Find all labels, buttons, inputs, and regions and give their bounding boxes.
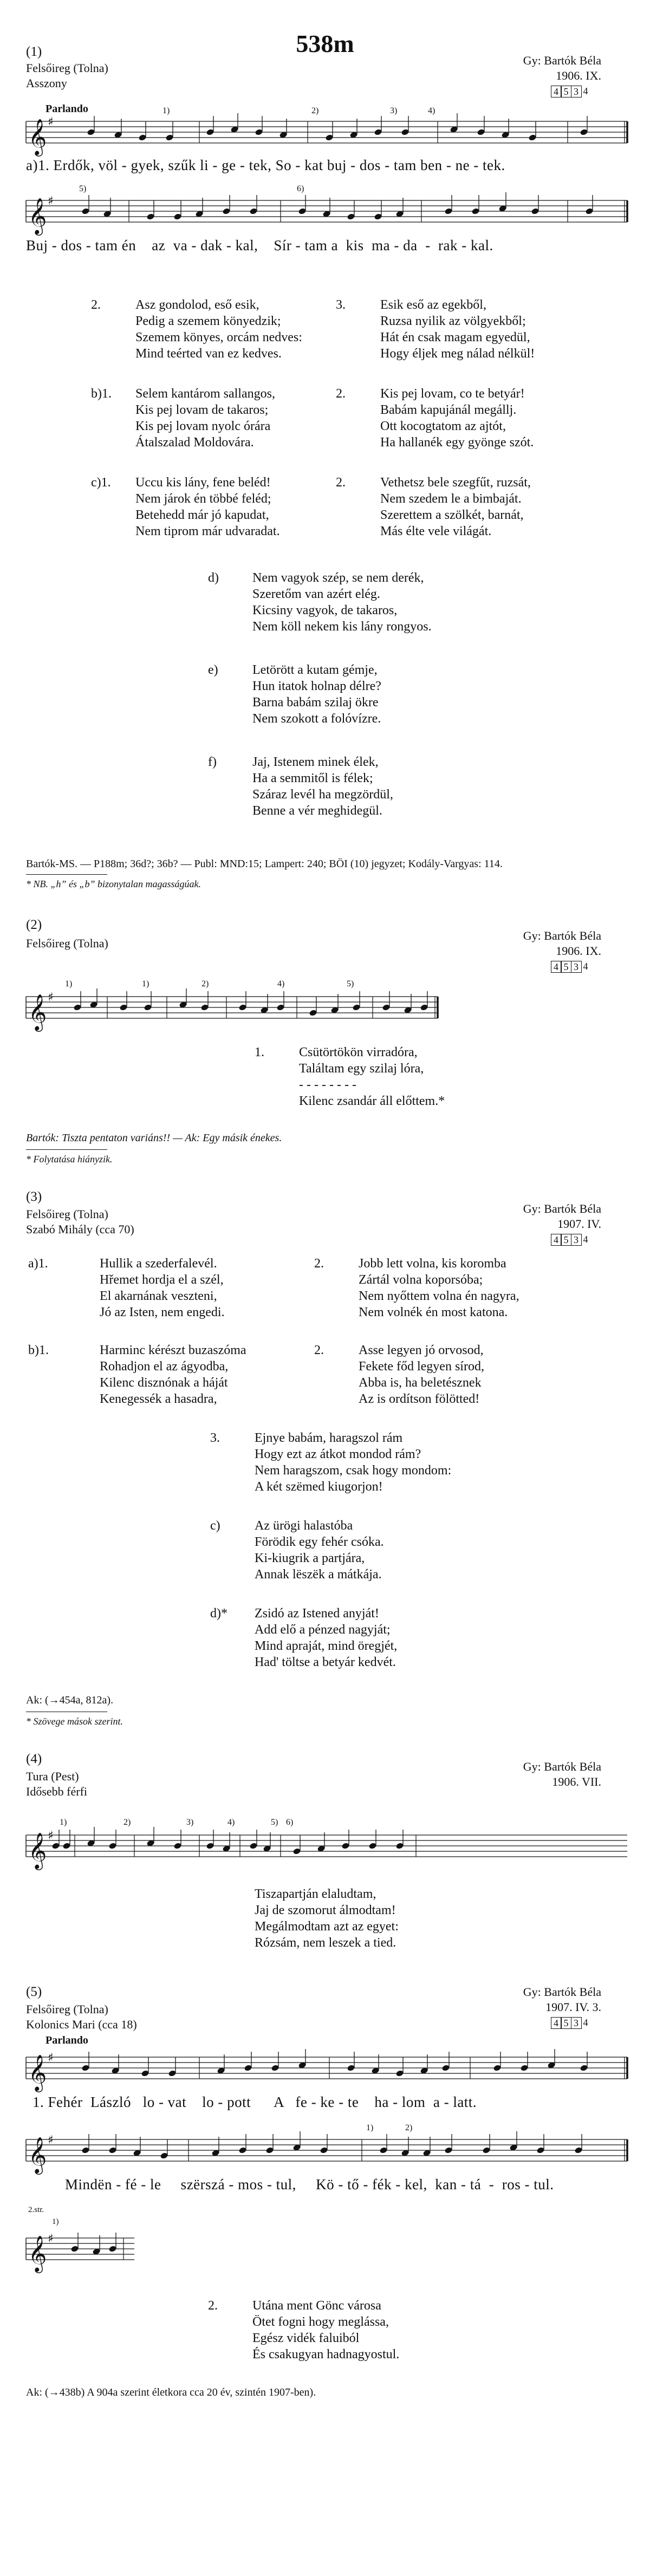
stanza-line: Ötet fogni hogy meglássa, (252, 2315, 389, 2329)
lyrics-line: Buj - dos - tam én az va - dak - kal, Sír - tam a kis ma - da - rak - kal. (26, 237, 493, 253)
stanza-line: Hogy ezt az átkot mondod rám? (255, 1447, 421, 1461)
stanza-line: Betehedd már jó kapudat, (135, 508, 269, 522)
stanza-line: Az ürögi halastóba (255, 1519, 353, 1533)
stanza-label: d) (208, 571, 219, 585)
stanza-line: Ha a semmitől is félek; (252, 771, 373, 785)
stanza-line: Zsidó az Istened anyját! (255, 1606, 379, 1621)
stanza-line: Szerettem a szölkét, barnát, (380, 508, 524, 522)
stanza-label: 3. (336, 298, 346, 312)
source-note: Bartók: Tiszta pentaton variáns!! — Ak: Egy másik énekes. (26, 1132, 282, 1144)
stanza-line: Rohadjon el az ágyodba, (100, 1359, 229, 1374)
stanza-label: c)1. (91, 476, 111, 490)
source-note: Bartók-MS. — P188m; 36d?; 36b? — Publ: MND:15; Lampert: 240; BÖI (10) jegyzet; Kodály-Vargyas: 114. (26, 858, 503, 870)
variant-mark: 1) (142, 979, 150, 988)
stanza-line: Harminc kérészt buzaszóma (100, 1343, 246, 1357)
stanza (314, 1256, 596, 1326)
section-singer: Asszony (26, 76, 67, 90)
section-collector: Gy: Bartók Béla (523, 54, 601, 67)
stanza-line: Letörött a kutam gémje, (252, 663, 378, 677)
section-collector: Gy: Bartók Béla (523, 1760, 601, 1773)
variant-mark: 2) (405, 2123, 413, 2132)
tempo-marking: Parlando (46, 2034, 88, 2046)
stanza (210, 1518, 492, 1588)
variant-mark: 1) (366, 2123, 374, 2132)
section-collector: Gy: Bartók Béla (523, 929, 601, 942)
svg-text:♯: ♯ (48, 991, 54, 1004)
stanza-line: Nem volnék én most katona. (359, 1305, 508, 1319)
svg-text:♯: ♯ (48, 2133, 54, 2147)
stanza-line: Ki-kiugrik a partjára, (255, 1551, 365, 1565)
source-note: Ak: (→454a, 812a). (26, 1694, 114, 1706)
stanza-line: Abba is, ha beletésznek (359, 1376, 482, 1390)
section-singer: Idősebb férfi (26, 1785, 88, 1798)
stanza-line: Átalszalad Moldovára. (135, 435, 254, 450)
stanza (208, 754, 490, 824)
section-singer: Kolonics Mari (cca 18) (26, 2018, 137, 2031)
footnote: * NB. „h” és „b” bizonytalan magasságúak. (26, 879, 202, 889)
music-staff (26, 987, 438, 1030)
svg-text:𝄞: 𝄞 (28, 118, 47, 155)
stanza-line: Tiszapartján elaludtam, (255, 1887, 376, 1901)
cadence-box: 4 (551, 961, 562, 973)
variant-mark: 4) (227, 1818, 235, 1827)
stanza-line: Nem nyőttem volna én nagyra, (359, 1289, 519, 1303)
stanza-line: Kicsiny vagyok, de takaros, (252, 603, 398, 617)
stanza-line: - - - - - - - - (299, 1078, 356, 1092)
tempo-marking: Parlando (46, 103, 88, 115)
stanza-line: Ott kocogtatom az ajtót, (380, 419, 506, 433)
cadence-box: 3 (571, 1234, 582, 1246)
stanza-label: c) (210, 1519, 220, 1533)
stanza-line: A két szëmed kiugorjon! (255, 1480, 383, 1494)
stanza-line: Kilenc disznónak a háját (100, 1376, 228, 1390)
stanza-line: Csütörtökön virradóra, (299, 1045, 418, 1059)
stanza-line: Kis pej lovam de takaros; (135, 403, 269, 417)
section-date: 1906. IX. (556, 69, 601, 82)
section-place: Felsőireg (Tolna) (26, 1207, 108, 1221)
stanza-label: b)1. (91, 387, 112, 401)
cadence-box: 5 (561, 961, 571, 973)
stanza-line: Uccu kis lány, fene beléd! (135, 476, 271, 490)
stanza (208, 570, 490, 640)
stanza (210, 1430, 492, 1500)
section-place: Felsőireg (Tolna) (26, 936, 108, 950)
section-number: (3) (26, 1189, 42, 1204)
stanza (91, 386, 318, 456)
variant-mark: 1) (162, 106, 170, 115)
stanza-line: Vethetsz bele szegfűt, ruzsát, (380, 476, 531, 490)
variant-mark: 2) (202, 979, 209, 988)
cadence-box: 4 (551, 2017, 562, 2029)
stanza-line: Hun itatok holnap délre? (252, 679, 381, 693)
section-place: Felsőireg (Tolna) (26, 61, 108, 75)
stanza-label: f) (208, 755, 217, 769)
variant-mark: 3) (186, 1818, 194, 1827)
stanza-line: Kenegessék a hasadra, (100, 1392, 217, 1406)
stanza (28, 1342, 310, 1413)
stanza (336, 297, 585, 367)
footnote: * Szövege mások szerint. (26, 1716, 123, 1727)
section-date: 1907. IV. 3. (545, 2000, 601, 2014)
stanza-line: Mind teérted van ez kedves. (135, 347, 282, 361)
stanza-label: 2. (314, 1343, 324, 1357)
cadence-boxes (551, 1234, 590, 1246)
stanza-line: Egész vidék faluiból (252, 2331, 360, 2345)
stanza-line: Selem kantárom sallangos, (135, 387, 275, 401)
stanza-line: Szemem könyes, orcám nedves: (135, 330, 302, 344)
footnote-divider (26, 874, 107, 875)
cadence-box: 3 (571, 86, 582, 97)
cadence-box: 3 (571, 2017, 582, 2029)
music-staff (26, 2047, 627, 2091)
stanza-line: Had' töltse a betyár kedvét. (255, 1655, 396, 1669)
staff-label: 2.str. (28, 2206, 44, 2214)
stanza-line: Jaj de szomorut álmodtam! (255, 1903, 396, 1917)
stanza-line: Nem járok én többé feléd; (135, 492, 271, 506)
cadence-box: 4 (551, 86, 562, 97)
cadence-box: 5 (561, 1234, 571, 1246)
variant-mark: 4) (277, 979, 285, 988)
stanza-line: Asse legyen jó orvosod, (359, 1343, 484, 1357)
stanza-line: Hřemet hordja el a szél, (100, 1273, 224, 1287)
footnote-divider (26, 1149, 107, 1150)
stanza-line: Annak lëszëk a mátkája. (255, 1567, 382, 1582)
variant-mark: 6) (297, 184, 304, 193)
section-date: 1906. VII. (552, 1775, 601, 1788)
music-staff (26, 112, 627, 155)
section-number: (1) (26, 44, 42, 59)
stanza-line: Nem köll nekem kis lány rongyos. (252, 620, 432, 634)
variant-mark: 5) (79, 184, 87, 193)
stanza-line: Más élte vele világát. (380, 524, 492, 538)
lyrics-line: Mindën - fé - le szërszá - mos - tul, Kö - tő - fék - kel, kan - tá - ros - tul. (65, 2176, 554, 2193)
stanza-line: Hullik a szederfalevél. (100, 1257, 217, 1271)
stanza (255, 1886, 536, 1956)
stanza (336, 474, 585, 545)
stanza-line: Esik eső az egekből, (380, 298, 486, 312)
stanza-line: Ruzsa nyilik az völgyekből; (380, 314, 526, 328)
stanza-line: Rózsám, nem leszek a tied. (255, 1936, 396, 1950)
stanza (255, 1044, 580, 1115)
stanza-line: El akarnának veszteni, (100, 1289, 217, 1303)
svg-text:𝄞: 𝄞 (28, 993, 47, 1030)
stanza-line: Jó az Isten, nem engedi. (100, 1305, 225, 1319)
stanza-line: Barna babám szilaj ökre (252, 695, 379, 710)
variant-mark: 2) (311, 106, 319, 115)
stanza-label: a)1. (28, 1257, 48, 1271)
stanza (314, 1342, 596, 1413)
stanza-line: Nem vagyok szép, se nem derék, (252, 571, 424, 585)
section-collector: Gy: Bartók Béla (523, 1202, 601, 1215)
svg-text:𝄞: 𝄞 (28, 2054, 47, 2091)
stanza-line: Fekete főd legyen sírod, (359, 1359, 484, 1374)
stanza-line: Förödik egy fehér csóka. (255, 1535, 384, 1549)
music-staff (26, 191, 627, 234)
stanza-label: b)1. (28, 1343, 49, 1357)
stanza-line: Az is ordítson fölötted! (359, 1392, 480, 1406)
stanza-line: Kis pej lovam nyolc órára (135, 419, 271, 433)
svg-text:𝄞: 𝄞 (28, 197, 47, 234)
source-note: Ak: (→438b) A 904a szerint életkora cca 20 év, szintén 1907-ben). (26, 2386, 316, 2398)
variant-mark: 1) (60, 1818, 67, 1827)
svg-text:♯: ♯ (48, 194, 54, 208)
stanza-line: Nem tiprom már udvaradat. (135, 524, 280, 538)
stanza-line: Ejnye babám, haragszol rám (255, 1431, 403, 1445)
lyrics-line: 1. Fehér László lo - vat lo - pott A fe - ke - te ha - lom a - latt. (32, 2094, 477, 2110)
stanza-line: Utána ment Gönc városa (252, 2299, 381, 2313)
svg-text:♯: ♯ (48, 2232, 54, 2246)
cadence-box: 3 (571, 961, 582, 973)
cadence-box: 5 (561, 2017, 571, 2029)
section-number: (5) (26, 1985, 42, 1999)
stanza-line: Kilenc zsandár áll előttem.* (299, 1094, 445, 1108)
section-collector: Gy: Bartók Béla (523, 1985, 601, 1999)
stanza-line: Szeretőm van azért elég. (252, 587, 380, 601)
svg-text:𝄞: 𝄞 (28, 2136, 47, 2173)
svg-text:𝄞: 𝄞 (28, 1832, 47, 1869)
stanza-line: Jaj, Istenem minek élek, (252, 755, 379, 769)
svg-text:♯: ♯ (48, 115, 54, 129)
stanza (208, 662, 490, 732)
stanza-label: 2. (91, 298, 101, 312)
stanza-line: Zártál volna koporsóba; (359, 1273, 483, 1287)
stanza-line: Babám kapujánál megállj. (380, 403, 517, 417)
stanza (208, 2298, 544, 2368)
variant-mark: 5) (347, 979, 354, 988)
section-date: 1907. IV. (557, 1217, 601, 1231)
section-number: (4) (26, 1752, 42, 1766)
stanza-label: d)* (210, 1606, 227, 1621)
stanza-line: Nem haragszom, csak hogy mondom: (255, 1463, 452, 1478)
lyrics-line: a)1. Erdők, völ - gyek, szűk li - ge - tek, So - kat buj - dos - tam ben - ne - tek. (26, 157, 505, 173)
music-staff (26, 2228, 134, 2272)
stanza (28, 1256, 310, 1326)
stanza-line: Benne a vér meghidegül. (252, 804, 382, 818)
stanza-line: Megálmodtam azt az egyet: (255, 1920, 399, 1934)
svg-text:♯: ♯ (48, 1829, 54, 1843)
stanza-line: Nem szedem le a bimbaját. (380, 492, 522, 506)
cadence-box: 4 (583, 1234, 588, 1245)
cadence-box: 4 (583, 86, 588, 96)
svg-text:♯: ♯ (48, 2051, 54, 2065)
svg-text:𝄞: 𝄞 (28, 2235, 47, 2272)
stanza-line: Mind apraját, mind öregjét, (255, 1639, 398, 1653)
variant-mark: 1) (65, 979, 73, 988)
stanza-label: 2. (314, 1257, 324, 1271)
variant-mark: 4) (428, 106, 435, 115)
stanza-line: Hát én csak magam egyedül, (380, 330, 530, 344)
music-staff (26, 1825, 627, 1869)
stanza-label: 3. (210, 1431, 220, 1445)
stanza-line: Találtam egy szilaj lóra, (299, 1062, 424, 1076)
stanza (336, 386, 585, 456)
variant-mark: 3) (390, 106, 398, 115)
cadence-boxes (551, 2017, 590, 2029)
stanza-line: Száraz levél ha megzördül, (252, 788, 393, 802)
stanza-label: e) (208, 663, 218, 677)
stanza (91, 474, 318, 545)
stanza-line: Hogy éljek meg nálad nélkül! (380, 347, 535, 361)
cadence-boxes (551, 961, 590, 973)
footnote: * Folytatása hiányzik. (26, 1154, 113, 1165)
cadence-boxes (551, 86, 590, 97)
section-place: Felsőireg (Tolna) (26, 2002, 108, 2016)
section-number: (2) (26, 918, 42, 932)
stanza-label: 2. (336, 476, 346, 490)
variant-mark: 1) (52, 2217, 59, 2226)
section-date: 1906. IX. (556, 944, 601, 958)
stanza-label: 1. (255, 1045, 264, 1059)
variant-mark: 6) (286, 1818, 294, 1827)
music-staff (26, 2130, 627, 2173)
stanza (210, 1605, 492, 1676)
stanza-line: Nem szokott a folóvízre. (252, 712, 381, 726)
variant-mark: 5) (271, 1818, 278, 1827)
stanza-line: Asz gondolod, eső esik, (135, 298, 259, 312)
section-singer: Szabó Mihály (cca 70) (26, 1222, 134, 1236)
stanza-line: Pedig a szemem könyedzik; (135, 314, 281, 328)
stanza-line: Add elő a pénzed nagyját; (255, 1623, 391, 1637)
cadence-box: 4 (583, 961, 588, 972)
stanza-label: 2. (336, 387, 346, 401)
stanza-line: Jobb lett volna, kis koromba (359, 1257, 506, 1271)
section-place: Tura (Pest) (26, 1770, 79, 1783)
stanza-line: Kis pej lovam, co te betyár! (380, 387, 525, 401)
cadence-box: 4 (583, 2017, 588, 2028)
cadence-box: 5 (561, 86, 571, 97)
variant-mark: 2) (123, 1818, 131, 1827)
stanza-line: És csakugyan hadnagyostul. (252, 2347, 400, 2362)
page-title: 538m (296, 30, 354, 57)
stanza-label: 2. (208, 2299, 218, 2313)
stanza (91, 297, 318, 367)
cadence-box: 4 (551, 1234, 562, 1246)
stanza-line: Ha hallanék egy gyönge szót. (380, 435, 534, 450)
